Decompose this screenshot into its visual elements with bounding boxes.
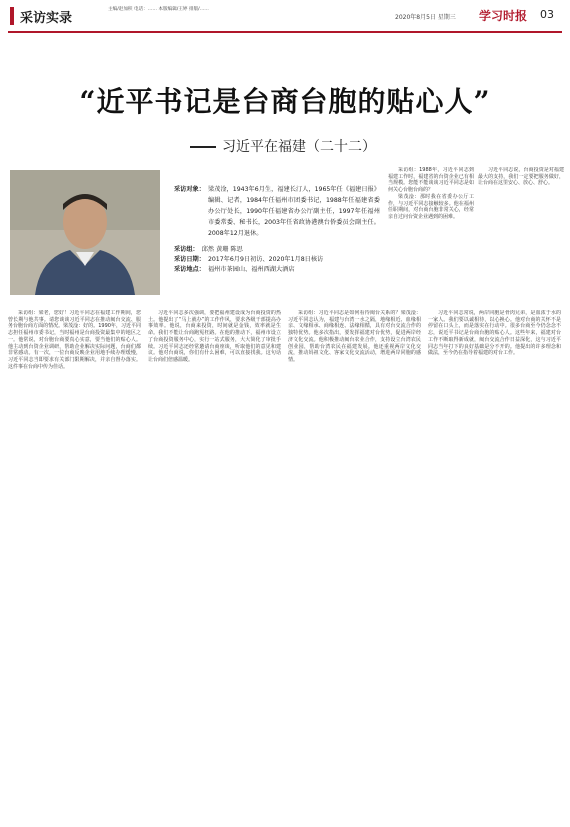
profile-text: 梁茂淦，1943年6月生，福建长汀人，1965年任《福建日报》编辑、记者，1984年任福州市团委书记，1988年任福建省委办公厅处长，1990年任福建省办公厅副主任，1997年任福州市委常委、秘书长，2003年任省政协港澳台侨委员会副主任。2008年12月退休。 <box>207 186 380 237</box>
body-paragraph: 采访组：习近平同志是如何看待闽台关系的？梁茂淦：习近平同志认为，福建与台湾一水之隔，地缘相近、血缘相亲、文缘相承、商缘相连、法缘相循，具有对台交流合作的独特优势。他多次指出，要发挥福建对台优势，促进两岸经济文化交流。他积极推动闽台农业合作，支持设立台湾农民创业园，帮助台湾农民在福建发展。他还重视两岸文化交流，推动妈祖文化、客家文化交流活动，增进两岸同胞的感情。 <box>288 310 421 363</box>
article-subhead <box>190 136 376 156</box>
top-column-paragraph: 梁茂淦：那时我在省委办公厅工作，与习近平同志接触较多。他在福州任职期间，对台商台胞非常关心，经常亲自过问台资企业遇到的困难。 <box>388 193 474 220</box>
portrait-image <box>10 170 160 295</box>
body-column-4 <box>428 310 561 820</box>
place-label: 采访地点： <box>174 266 205 273</box>
body-paragraph: 习近平同志多次强调，要把福州建设成为台商投资的热土。他提出了“马上就办”的工作作风，要求各级干部提高办事效率。他说，台商来投资，时间就是金钱，效率就是生命。我们不能让台商跑冤枉路。在他的推动下，福州市设立了台商投资服务中心，实行一站式服务，大大简化了审批手续。习近平同志还经常邀请台商座谈，听取他们的意见和建议。他对台商说，你们有什么困难，可以直接找我。这句话让台商们倍感温暖。 <box>148 310 281 363</box>
time-label: 采访日期： <box>174 256 205 263</box>
page-number: 03 <box>540 8 554 21</box>
time-value: 2017年6月9日初访、2020年1月8日核访 <box>207 256 324 263</box>
header-rule <box>8 31 562 33</box>
article-headline: “近平书记是台商台胞的贴心人” <box>79 85 491 118</box>
portrait-photo <box>10 170 160 295</box>
subhead-text: 习近平在福建（二十二） <box>222 139 376 155</box>
top-column-1 <box>388 167 474 305</box>
interview-meta <box>174 245 380 275</box>
interview-profile <box>174 184 380 275</box>
body-column-1 <box>8 310 141 820</box>
top-column-paragraph: 习近平同志说，台商投资是对福建最大的支持，我们一定要把服务做好，让台商在这里安心、放心、舒心。 <box>478 167 564 187</box>
body-column-3 <box>288 310 421 820</box>
masthead: 学习时报 <box>479 9 528 23</box>
meta-interviewers <box>174 245 380 255</box>
body-column-2 <box>148 310 281 820</box>
profile-label: 采访对象： <box>174 186 205 193</box>
subhead-dash <box>190 146 216 148</box>
section-tab <box>10 6 72 26</box>
issue-date: 2020年8月5日 星期三 <box>395 14 456 21</box>
top-column-2 <box>478 167 564 305</box>
top-column-paragraph: 采访组：1988年，习近平同志到福建工作时，福建省的台资企业已有相当规模。您能不能谈谈习近平同志是如何关心台胞台商的？ <box>388 167 474 194</box>
page-header <box>0 0 570 32</box>
body-paragraph: 习近平同志常说，两岸同胞是骨肉兄弟，是血浓于水的一家人。我们要以诚相待，以心换心。他对台商的关怀不是停留在口头上，而是落实在行动中。很多台商至今仍念念不忘，说近平书记是台商台胞的贴心人。这些年来，福建对台工作不断取得新成就，闽台交流合作日益深化，这与习近平同志当年打下的良好基础是分不开的。他提出的许多理念和做法，至今仍在指导着福建的对台工作。 <box>428 310 561 357</box>
profile-subject <box>174 184 380 239</box>
body-paragraph: 采访组：梁老，您好！习近平同志在福建工作期间，您曾长期与他共事。请您谈谈习近平同志在推动闽台交流、服务台胞台商方面的情况。梁茂淦：好的。1990年，习近平同志担任福州市委书记，当时福州是台商投资最集中的地区之一。他常说，对台胞台商要真心实意，要当他们的贴心人。他主动到台资企业调研，帮助企业解决实际问题，台商们都非常感动。有一次，一位台商反映企业用地手续办理缓慢，习近平同志当即要求有关部门限期解决，并亲自督办落实。这件事在台商中传为佳话。 <box>8 310 141 370</box>
interviewers-label: 采访组： <box>174 246 199 253</box>
interviewers-value: 邱然 黄珊 陈思 <box>201 246 243 253</box>
place-value: 福州市茶园山、福州西湖大酒店 <box>207 266 295 273</box>
article-body <box>8 310 562 820</box>
section-title: 采访实录 <box>20 10 73 26</box>
meta-time <box>174 255 380 265</box>
section-accent-bar <box>10 7 14 25</box>
editor-info: 主编/赵加积 电话：…… 本版编辑/王婷 排版/…… <box>108 7 209 12</box>
meta-place <box>174 265 380 275</box>
